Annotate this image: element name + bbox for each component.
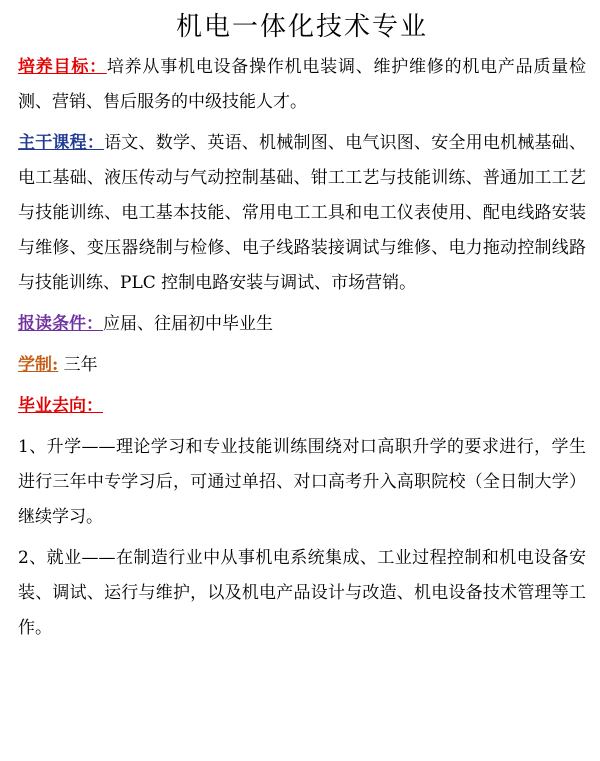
page-title: 机电一体化技术专业	[175, 12, 428, 42]
duration-text: 三年	[58, 355, 98, 375]
main-courses-paragraph	[18, 126, 586, 301]
career-label: 毕业去向：	[18, 396, 103, 416]
duration-paragraph	[18, 348, 586, 383]
career-further-study-paragraph: 1、升学——理论学习和专业技能训练围绕对口高职升学的要求进行，学生进行三年中专学习后，可通过单招、对口高考升入高职院校（全日制大学）继续学习。	[18, 437, 586, 527]
training-goal-label: 培养目标：	[18, 57, 107, 77]
career-employment-paragraph: 2、就业——在制造行业中从事机电系统集成、工业过程控制和机电设备安装、调试、运行与维护，以及机电产品设计与改造、机电设备技术管理等工作。	[18, 548, 586, 638]
main-courses-text: 语文、数学、英语、机械制图、电气识图、安全用电机械基础、电工基础、液压传动与气动控制基础、钳工工艺与技能训练、普通加工工艺与技能训练、电工基本技能、常用电工工具和电工仪表使用、配电线路安装与维修、变压器绕制与检修、电子线路装接调试与维修、电力拖动控制线路与技能训练、PLC 控制电路安装与调试、市场营销。	[18, 133, 586, 293]
training-goal-paragraph	[18, 50, 586, 120]
enroll-conditions-label: 报读条件：	[18, 314, 103, 334]
career-heading-paragraph	[18, 389, 586, 424]
enroll-conditions-paragraph	[18, 307, 586, 342]
main-courses-label: 主干课程：	[18, 133, 105, 153]
training-goal-text: 培养从事机电设备操作机电装调、维护维修的机电产品质量检测、营销、售后服务的中级技能人才。	[18, 57, 587, 112]
duration-label: 学制:	[18, 355, 59, 375]
enroll-conditions-text: 应届、往届初中毕业生	[103, 314, 273, 334]
